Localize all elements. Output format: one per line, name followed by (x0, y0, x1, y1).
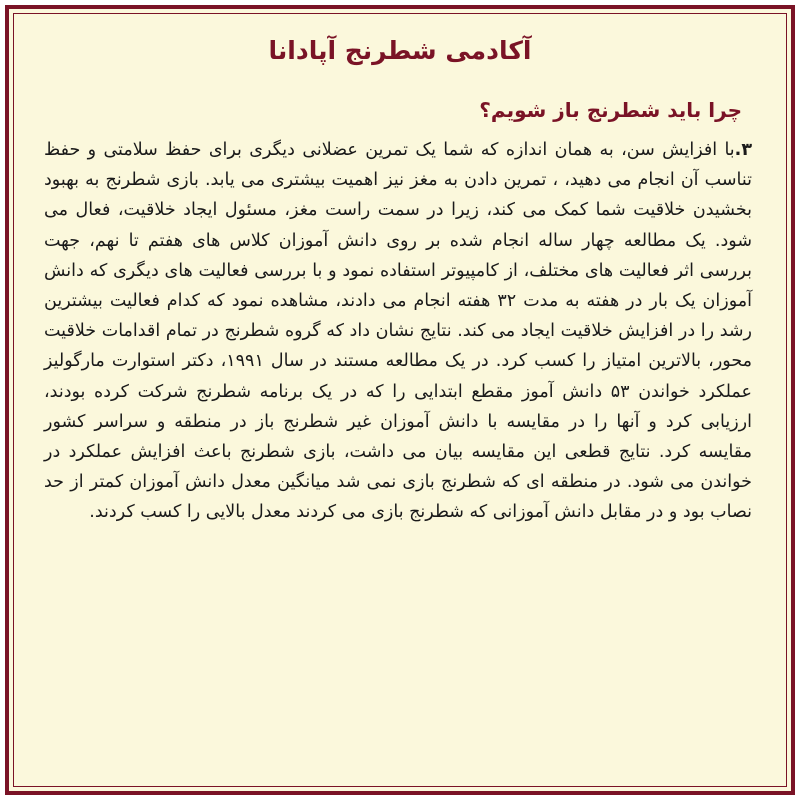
body-paragraph (44, 135, 752, 528)
paragraph-number: ۳. (734, 140, 752, 160)
section-heading: چرا باید شطرنج باز شویم؟ (479, 98, 742, 122)
paragraph-text: با افزایش سن، به همان اندازه که شما یک تمرین عضلانی دیگری برای حفظ سلامتی و حفظ تناسب آن انجام می دهید، ، تمرین دادن به مغز نیز اهمیت بیشتری می یابد. بازی شطرنج به بهبود بخشیدن خلاقیت شما کمک می کند، زیرا در سمت راست مغز، مسئول ایجاد خلاقیت، فعال می شود. یک مطالعه چهار ساله انجام شده بر روی دانش آموزان کلاس های هفتم تا نهم، جهت بررسی اثر فعالیت های مختلف، از کامپیوتر استفاده نمود و با بررسی فعالیت های دیگری که دانش آموزان یک بار در هفته به مدت ۳۲ هفته انجام می دادند، مشاهده نمود که کدام فعالیت بیشترین رشد را در افزایش خلاقیت ایجاد می کند. نتایج نشان داد که گروه شطرنج در تمام اقدامات خلاقیت محور، بالاترین امتیاز را کسب کرد. در یک مطالعه مستند در سال ۱۹۹۱، دکتر استوارت مارگولیز عملکرد خواندن ۵۳ دانش آموز مقطع ابتدایی را که در یک برنامه شطرنج شرکت کرده بودند، ارزیابی کرد و آنها را در مقایسه با دانش آموزان غیر شطرنج باز در منطقه و سراسر کشور مقایسه کرد. نتایج قطعی این مقایسه بیان می داشت، بازی شطرنج باعث افزایش عملکرد در خواندن می شود. در منطقه ای که شطرنج بازی نمی شد میانگین معدل دانش آموزان کمتر از حد نصاب بود و در مقابل دانش آموزانی که شطرنج بازی می کردند معدل بالایی را کسب کردند. (44, 140, 752, 523)
page-title: آکادمی شطرنج آپادانا (268, 36, 532, 65)
